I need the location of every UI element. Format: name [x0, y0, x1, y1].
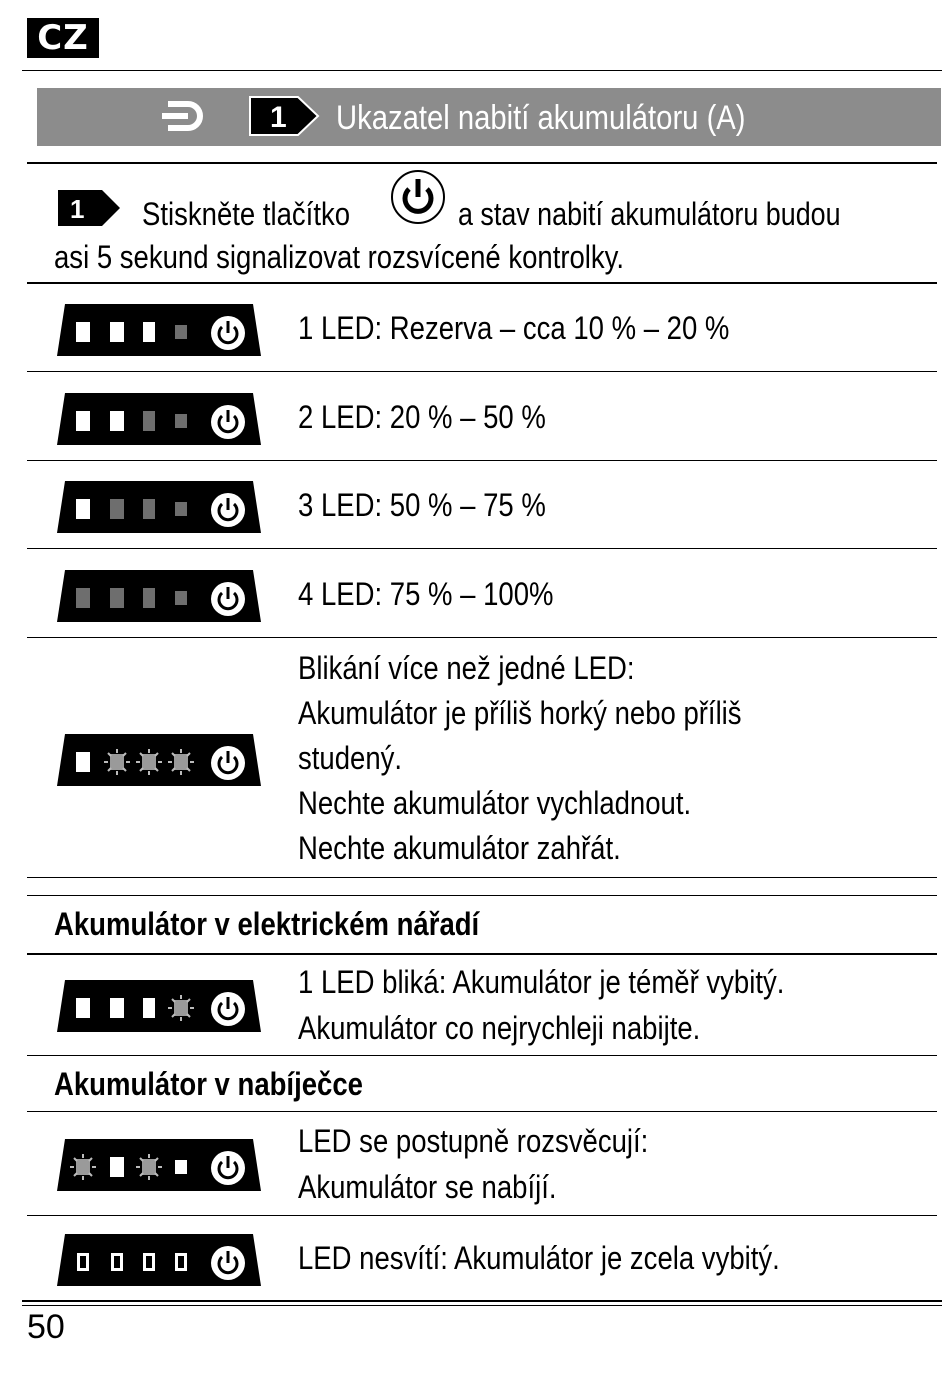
led-indicator	[110, 1157, 124, 1177]
row-rule	[27, 637, 937, 638]
led-indicator	[76, 411, 90, 431]
battery-led-panel	[55, 1232, 263, 1288]
description-line: Akumulátor se nabíjí.	[298, 1169, 557, 1205]
battery-led-panel	[55, 978, 263, 1034]
led-indicator	[110, 499, 124, 519]
led-indicator	[143, 588, 155, 608]
led-indicator	[110, 588, 124, 608]
power-button-icon	[211, 316, 245, 350]
row-rule	[27, 460, 937, 461]
led-indicator	[175, 1160, 187, 1174]
battery-led-panel	[55, 732, 263, 788]
footer-rule	[22, 1305, 942, 1306]
step-one-icon	[56, 188, 124, 228]
description-line: Nechte akumulátor vychladnout.	[298, 785, 692, 821]
description-line: studený.	[298, 740, 403, 776]
power-button-icon	[211, 405, 245, 439]
battery-led-panel	[55, 302, 263, 358]
led-indicator	[143, 998, 155, 1018]
led-indicator	[175, 591, 187, 605]
power-button-icon	[211, 1246, 245, 1280]
rule	[27, 895, 937, 896]
intro-before-button: Stiskněte tlačítko	[142, 196, 351, 232]
description-line: LED nesvítí: Akumulátor je zcela vybitý.	[298, 1240, 780, 1276]
led-indicator	[77, 1253, 89, 1271]
in-tool-heading: Akumulátor v elektrickém nářadí	[54, 906, 480, 942]
intro-step-number: 1	[70, 194, 85, 224]
rule	[27, 1111, 937, 1112]
power-button-icon	[211, 746, 245, 780]
led-indicator	[175, 502, 187, 516]
led-indicator	[76, 322, 90, 342]
intro-second-line: asi 5 sekund signalizovat rozsvícené kontrolky.	[54, 239, 625, 275]
battery-led-panel	[55, 391, 263, 447]
language-badge: CZ	[27, 18, 99, 58]
led-indicator	[143, 499, 155, 519]
power-button-icon	[389, 168, 447, 226]
led-indicator	[143, 411, 155, 431]
description-line: Akumulátor je příliš horký nebo příliš	[298, 695, 742, 731]
led-indicator	[76, 588, 90, 608]
battery-led-panel	[55, 1137, 263, 1193]
led-indicator	[110, 998, 124, 1018]
description-line: Blikání více než jedné LED:	[298, 650, 635, 686]
led-indicator	[143, 1253, 155, 1271]
description-line: 1 LED bliká: Akumulátor je téměř vybitý.	[298, 964, 785, 1000]
led-indicator	[143, 322, 155, 342]
header-rule	[22, 70, 942, 71]
rule	[27, 162, 937, 164]
section-title: Ukazatel nabití akumulátoru (A)	[336, 99, 746, 137]
page-number: 50	[27, 1308, 65, 1346]
led-indicator	[76, 499, 90, 519]
led-indicator	[76, 998, 90, 1018]
step-one-icon	[248, 95, 322, 137]
row-rule	[27, 548, 937, 549]
arrow-hook-icon	[160, 96, 206, 136]
rule	[27, 282, 937, 284]
description-line: 4 LED: 75 % – 100%	[298, 576, 554, 612]
power-button-icon	[211, 1151, 245, 1185]
led-indicator	[175, 1253, 187, 1271]
banner-step-number: 1	[270, 101, 287, 134]
rule	[27, 953, 937, 955]
in-charger-heading: Akumulátor v nabíječce	[54, 1066, 363, 1102]
power-button-icon	[211, 582, 245, 616]
footer-rule	[22, 1300, 942, 1302]
description-line: Akumulátor co nejrychleji nabijte.	[298, 1010, 701, 1046]
rule	[27, 1055, 937, 1056]
row-rule	[27, 877, 937, 878]
rule	[27, 1215, 937, 1216]
led-indicator	[76, 752, 90, 772]
intro-after-button: a stav nabití akumulátoru budou	[458, 196, 841, 232]
battery-led-panel	[55, 568, 263, 624]
led-indicator	[175, 414, 187, 428]
description-line: LED se postupně rozsvěcují:	[298, 1123, 649, 1159]
row-rule	[27, 371, 937, 372]
led-indicator	[111, 1253, 123, 1271]
description-line: 2 LED: 20 % – 50 %	[298, 399, 546, 435]
description-line: 1 LED: Rezerva – cca 10 % – 20 %	[298, 310, 730, 346]
power-button-icon	[211, 992, 245, 1026]
description-line: Nechte akumulátor zahřát.	[298, 830, 621, 866]
led-indicator	[110, 322, 124, 342]
power-button-icon	[211, 493, 245, 527]
description-line: 3 LED: 50 % – 75 %	[298, 487, 546, 523]
battery-led-panel	[55, 479, 263, 535]
led-indicator	[175, 325, 187, 339]
led-indicator	[110, 411, 124, 431]
